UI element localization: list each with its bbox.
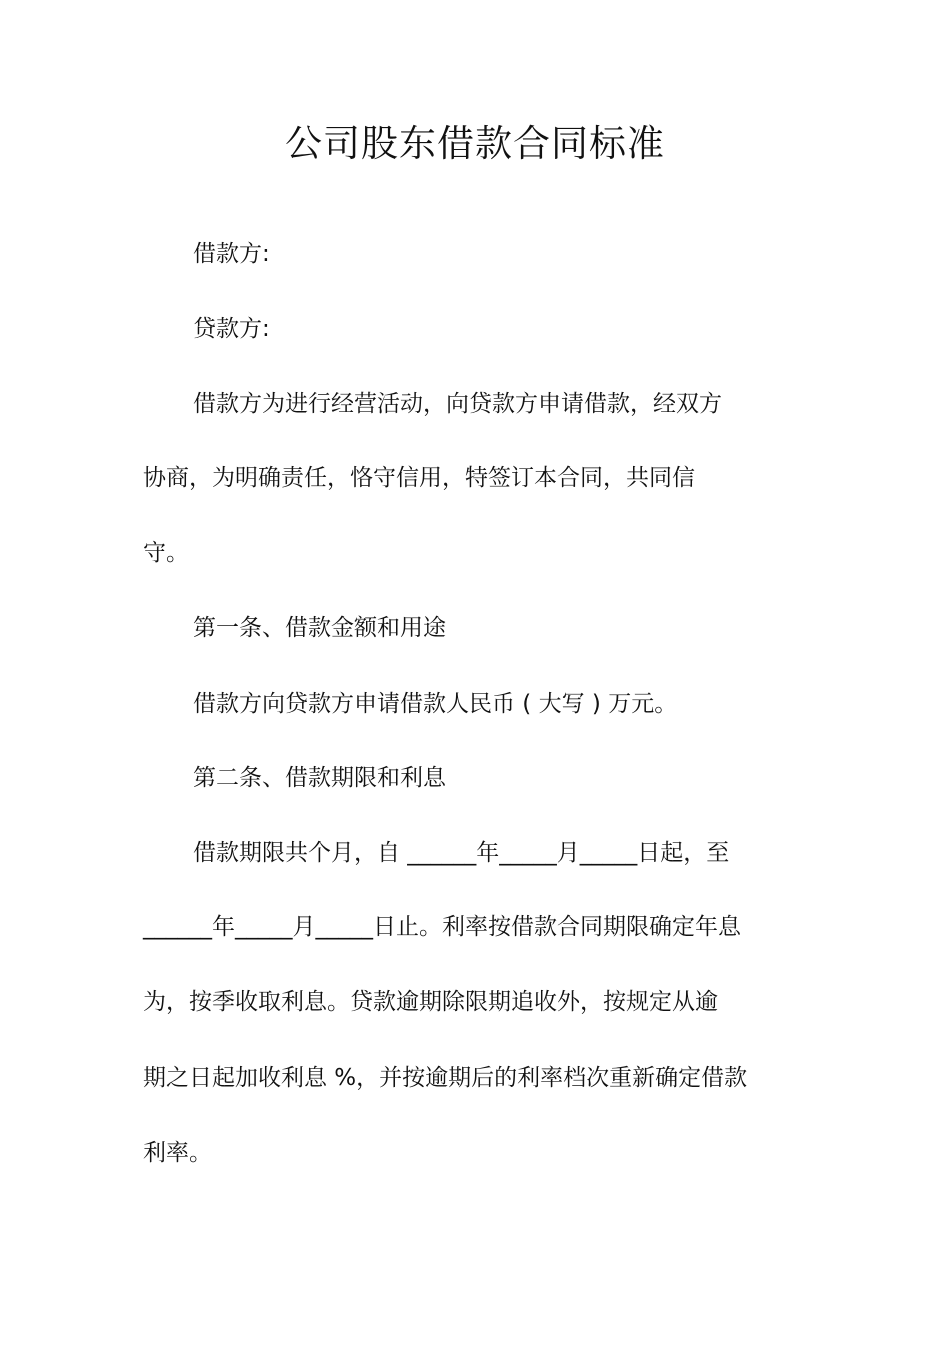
article-2-heading: 第二条、借款期限和利息 (193, 765, 446, 791)
article-2-body-line-2: ______年_____月_____日止。利率按借款合同期限确定年息 (143, 914, 741, 940)
preamble-line-3: 守。 (143, 540, 189, 566)
preamble-line-2: 协商，为明确责任，恪守信用，特签订本合同，共同信 (143, 465, 695, 491)
article-2-body-line-1: 借款期限共个月，自 ______年_____月_____日起，至 (193, 840, 730, 866)
document-title: 公司股东借款合同标准 (285, 122, 665, 165)
borrower-line: 借款方: (193, 241, 270, 267)
article-1-body: 借款方向贷款方申请借款人民币 ( 大写 ) 万元。 (193, 691, 678, 717)
article-2-body-line-4: 期之日起加收利息 %，并按逾期后的利率档次重新确定借款 (143, 1065, 748, 1091)
preamble-line-1: 借款方为进行经营活动，向贷款方申请借款，经双方 (193, 391, 722, 417)
article-1-heading: 第一条、借款金额和用途 (193, 615, 446, 641)
article-2-body-line-3: 为，按季收取利息。贷款逾期除限期追收外，按规定从逾 (143, 989, 718, 1015)
lender-line: 贷款方: (193, 316, 270, 342)
article-2-body-line-5: 利率。 (143, 1140, 212, 1166)
